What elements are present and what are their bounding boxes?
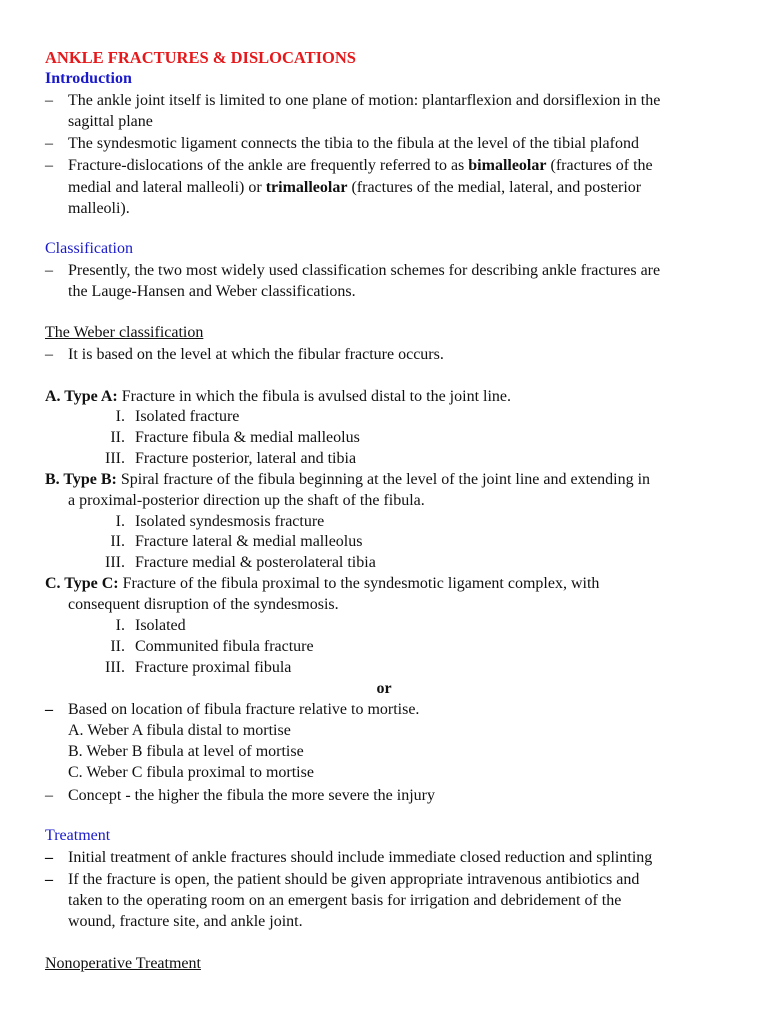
type-b-line [45, 471, 650, 489]
heading-introduction: Introduction [45, 70, 132, 87]
text-run: Fracture-dislocations of the ankle are frequently referred to as [68, 157, 469, 174]
type-a-line [45, 388, 511, 406]
bullet-text-cont: malleoli). [68, 200, 130, 217]
bullet-text: If the fracture is open, the patient should be given appropriate intravenous antibiotics and [68, 871, 640, 888]
bullet-text: The syndesmotic ligament connects the tibia to the fibula at the level of the tibial plafond [68, 135, 639, 152]
type-a-label: A. Type A: [45, 388, 118, 405]
text-run: (fractures of the medial, lateral, and posterior [347, 179, 642, 196]
roman-numeral: I. [115, 513, 125, 530]
roman-numeral: I. [115, 408, 125, 425]
list-item: Isolated [135, 617, 186, 634]
heading-nonoperative-treatment: Nonoperative Treatment [45, 955, 201, 972]
type-c-text-cont: consequent disruption of the syndesmosis. [68, 596, 339, 613]
term-trimalleolar: trimalleolar [265, 179, 348, 196]
roman-numeral: II. [110, 429, 125, 446]
type-b-text-cont: a proximal-posterior direction up the shaft of the fibula. [68, 492, 425, 509]
roman-numeral: II. [110, 638, 125, 655]
bullet-text: It is based on the level at which the fibular fracture occurs. [68, 346, 444, 363]
bullet-dash: – [45, 346, 53, 363]
bullet-dash: – [45, 262, 53, 279]
or-separator: or [376, 680, 392, 697]
bullet-text-cont: wound, fracture site, and ankle joint. [68, 913, 303, 930]
bullet-dash: – [45, 871, 53, 888]
bullet-text [68, 157, 653, 175]
bullet-text-cont: sagittal plane [68, 113, 153, 130]
text-run: (fractures of the [546, 157, 653, 174]
list-item: Fracture posterior, lateral and tibia [135, 450, 357, 467]
roman-numeral: II. [110, 533, 125, 550]
heading-classification: Classification [45, 240, 133, 257]
type-b-text: Spiral fracture of the fibula beginning at the level of the joint line and extending in [116, 471, 651, 488]
heading-weber-classification: The Weber classification [45, 324, 204, 341]
roman-numeral: III. [105, 659, 125, 676]
sub-item: C. Weber C fibula proximal to mortise [68, 764, 314, 781]
roman-numeral: I. [115, 617, 125, 634]
list-item: Fracture lateral & medial malleolus [135, 533, 363, 550]
list-item: Fracture proximal fibula [135, 659, 292, 676]
roman-numeral: III. [105, 554, 125, 571]
bullet-text: Concept - the higher the fibula the more severe the injury [68, 787, 435, 804]
bullet-dash: – [45, 135, 53, 152]
term-bimalleolar: bimalleolar [468, 157, 547, 174]
bullet-text-cont: the Lauge-Hansen and Weber classifications. [68, 283, 356, 300]
bullet-text: Initial treatment of ankle fractures should include immediate closed reduction and splinting [68, 849, 653, 866]
bullet-text: The ankle joint itself is limited to one plane of motion: plantarflexion and dorsiflexion in the [68, 92, 661, 109]
heading-treatment: Treatment [45, 827, 111, 844]
bullet-text: Presently, the two most widely used classification schemes for describing ankle fractures are [68, 262, 661, 279]
bullet-dash: – [45, 787, 53, 804]
type-a-text: Fracture in which the fibula is avulsed distal to the joint line. [117, 388, 511, 405]
bullet-dash: – [45, 701, 53, 718]
type-b-label: B. Type B: [45, 471, 117, 488]
list-item: Fracture medial & posterolateral tibia [135, 554, 376, 571]
list-item: Isolated syndesmosis fracture [135, 513, 325, 530]
list-item: Fracture fibula & medial malleolus [135, 429, 360, 446]
type-c-line [45, 575, 599, 593]
type-c-text: Fracture of the fibula proximal to the syndesmotic ligament complex, with [118, 575, 600, 592]
roman-numeral: III. [105, 450, 125, 467]
sub-item: B. Weber B fibula at level of mortise [68, 743, 304, 760]
bullet-dash: – [45, 92, 53, 109]
bullet-dash: – [45, 849, 53, 866]
bullet-text-cont [68, 179, 641, 197]
bullet-text: Based on location of fibula fracture relative to mortise. [68, 701, 420, 718]
list-item: Isolated fracture [135, 408, 240, 425]
sub-item: A. Weber A fibula distal to mortise [68, 722, 291, 739]
type-c-label: C. Type C: [45, 575, 119, 592]
text-run: medial and lateral malleoli) or [68, 179, 266, 196]
list-item: Communited fibula fracture [135, 638, 314, 655]
document-title: ANKLE FRACTURES & DISLOCATIONS [45, 48, 356, 67]
bullet-dash: – [45, 157, 53, 174]
bullet-text-cont: taken to the operating room on an emergent basis for irrigation and debridement of the [68, 892, 622, 909]
